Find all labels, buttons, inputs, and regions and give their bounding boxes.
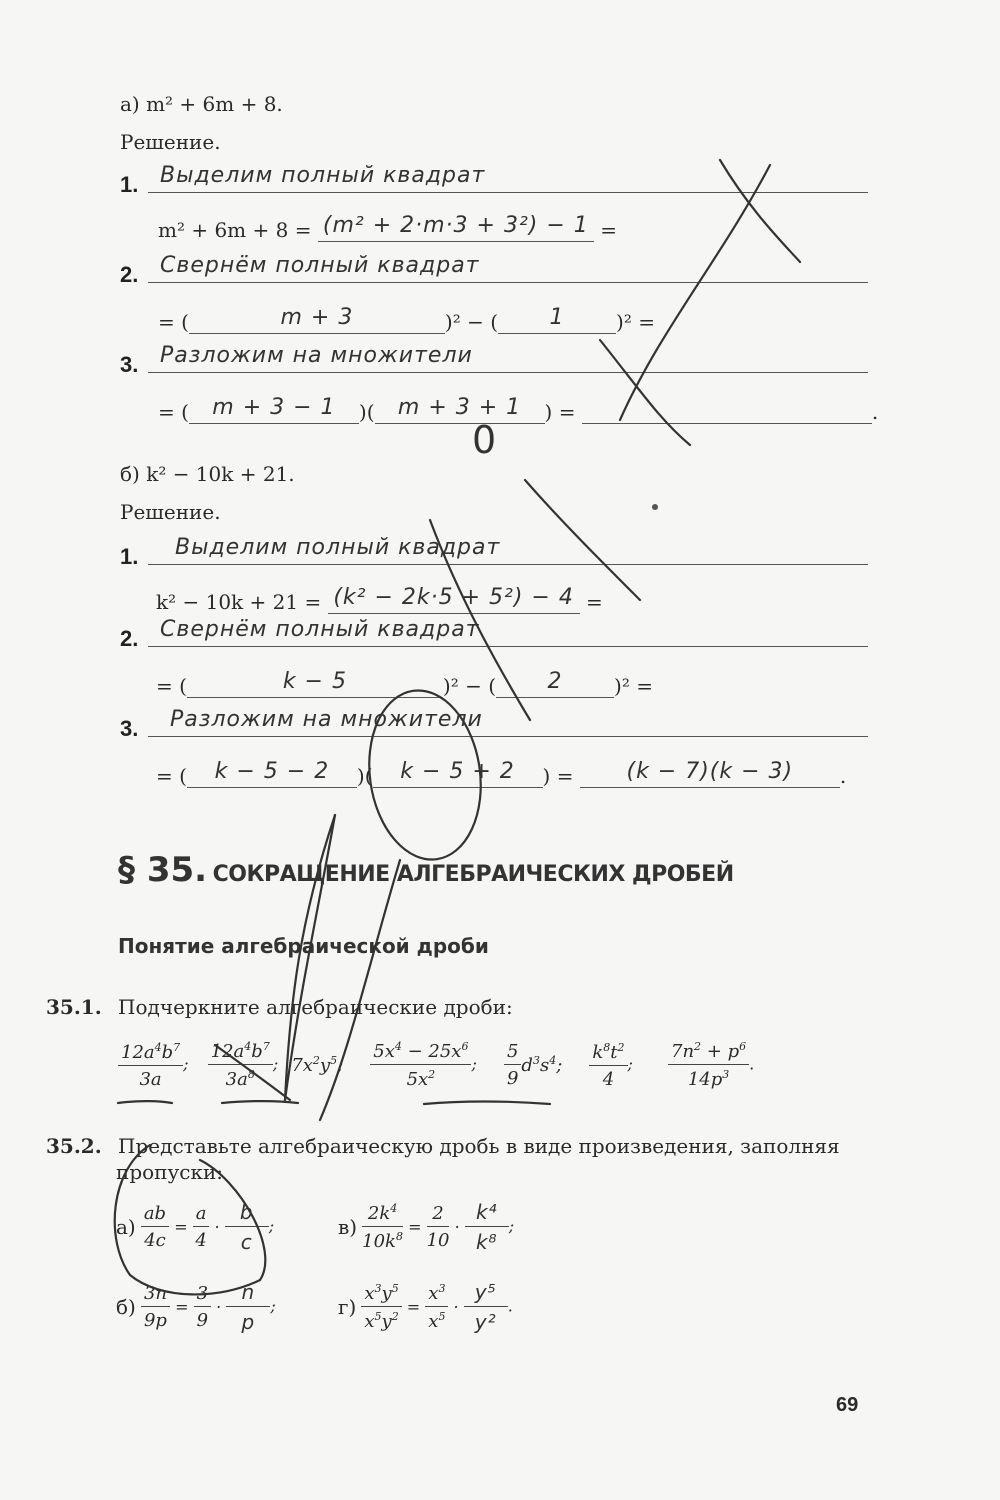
- part-a-expr3-blank2-value: m + 3 + 1: [397, 395, 522, 420]
- part-b-step1-number: 1.: [120, 544, 139, 569]
- part-b-expr3-mid: )(: [356, 764, 373, 788]
- pen-stroke-zigzag: [320, 860, 400, 1120]
- fraction-4[interactable]: $\frac{5x^4 - 25x^6}{5x^2}$: [370, 1040, 471, 1090]
- part-b-expr2-mid: )² − (: [442, 674, 497, 698]
- item-b-answer-den: p: [241, 1310, 256, 1334]
- part-b-expr3-answer: (k − 7)(k − 3): [626, 759, 794, 784]
- part-a-step2-number: 2.: [120, 262, 139, 287]
- exercise-35-1-text: Подчеркните алгебраические дроби:: [118, 995, 513, 1019]
- part-a-expr2-suffix: )² =: [616, 310, 655, 334]
- item-a-given-factor: $\frac{a}{4}$: [193, 1203, 210, 1251]
- part-b-expr1-prefix: k² − 10k + 21 =: [156, 590, 322, 614]
- part-b-expr2-blank1-value: k − 5: [282, 669, 347, 694]
- pen-stroke-check-left: [720, 160, 800, 262]
- part-b-step3-handwriting: Разложим на множители: [170, 707, 483, 732]
- pen-stroke-vertical-1: [285, 815, 335, 1100]
- exercise-35-2-text-line1: Представьте алгебраическую дробь в виде произведения, заполняя: [118, 1134, 840, 1158]
- pen-underline-4: [424, 1101, 550, 1104]
- item-v-fraction: $\frac{2k^4}{10k^8}$: [362, 1202, 403, 1252]
- exercise-35-2-item-g: г) $\frac{x^3y^5}{x^5y^2}$ = $\frac{x^3}{x^5}$ · $\frac{\text{y⁵}}{\text{y²}}$ .: [338, 1280, 513, 1334]
- part-a-label: а) m² + 6m + 8.: [120, 92, 283, 116]
- part-a-expr3-blank1-value: m + 3 − 1: [212, 395, 336, 420]
- fraction-7[interactable]: $\frac{7n^2 + p^6}{14p^3}$: [668, 1040, 749, 1090]
- section-subtitle: Понятие алгебраической дроби: [118, 934, 489, 958]
- part-a-solution-label: Решение.: [120, 130, 221, 154]
- item-g-fraction: $\frac{x^3y^5}{x^5y^2}$: [361, 1282, 401, 1332]
- item-g-answer-num: y⁵: [464, 1280, 508, 1307]
- part-b-expr3-prefix: = (: [156, 764, 187, 788]
- part-b-expr1-answer: (k² − 2k·5 + 5²) − 4: [333, 585, 574, 610]
- item-b-fraction: $\frac{3n}{9p}$: [141, 1283, 170, 1331]
- section-title: СОКРАЩЕНИЕ АЛГЕБРАИЧЕСКИХ ДРОБЕЙ: [212, 862, 734, 887]
- exercise-35-1-number: 35.1.: [46, 995, 102, 1019]
- part-a-step3-number: 3.: [120, 352, 139, 377]
- pen-oval: [356, 683, 492, 867]
- item-b-given-factor: $\frac{3}{9}$: [194, 1283, 211, 1331]
- item-v-label: в): [338, 1215, 358, 1239]
- pen-stroke-cross-subtitle: [215, 1045, 290, 1100]
- exercise-35-2-item-b: б) $\frac{3n}{9p}$ = $\frac{3}{9}$ · $\frac{n}{p}$ ;: [116, 1280, 276, 1334]
- handwritten-grade: 0: [472, 418, 498, 462]
- monomial-3[interactable]: $7x^2y^5$;: [291, 1054, 344, 1076]
- pen-stroke-slash-b: [430, 520, 530, 720]
- page-number: 69: [836, 1394, 859, 1416]
- item-a-answer-den: c: [240, 1230, 253, 1254]
- part-b-label: б) k² − 10k + 21.: [120, 462, 295, 486]
- pen-stroke-diagonal-b: [525, 480, 640, 600]
- fraction-2[interactable]: $\frac{12a^4b^7}{3a^8}$: [208, 1040, 273, 1090]
- pen-stroke-diagonal-a: [600, 340, 690, 445]
- item-g-answer-den: y²: [474, 1310, 497, 1334]
- part-a-expr2-blank2-value: 1: [549, 305, 565, 330]
- part-a-expr1-prefix: m² + 6m + 8 =: [158, 218, 312, 242]
- exercise-35-2-item-a: а) $\frac{ab}{4c}$ = $\frac{a}{4}$ · $\frac{b}{c}$ ;: [116, 1200, 275, 1254]
- item-v-answer-num: k⁴: [465, 1200, 509, 1227]
- part-a-expr1-answer: (m² + 2·m·3 + 3²) − 1: [322, 213, 589, 238]
- fraction-5-variables: $d^3s^4$;: [521, 1054, 563, 1076]
- part-a-step1-handwriting: Выделим полный квадрат: [160, 163, 486, 188]
- item-b-answer-num: n: [226, 1280, 270, 1307]
- fraction-1[interactable]: $\frac{12a^4b^7}{3a}$: [118, 1041, 183, 1090]
- part-b-expr3-blank1-value: k − 5 − 2: [214, 759, 330, 784]
- part-b-expr2-prefix: = (: [156, 674, 187, 698]
- part-a-expr2-mid: )² − (: [444, 310, 499, 334]
- part-a-expr1-suffix: =: [600, 218, 617, 242]
- exercise-35-2-text-line2: пропуски:: [116, 1160, 224, 1184]
- part-b-expr2-blank2-value: 2: [547, 669, 563, 694]
- fraction-6[interactable]: $\frac{k^8t^2}{4}$: [589, 1041, 627, 1090]
- item-g-given-factor: $\frac{x^3}{x^5}$: [425, 1282, 448, 1332]
- pen-underline-1: [118, 1101, 172, 1103]
- item-a-answer-num: b: [225, 1200, 269, 1227]
- part-a-expr3-suffix: ) =: [544, 400, 576, 424]
- exercise-35-1-fractions: $\frac{12a^4b^7}{3a}$ ; $\frac{12a^4b^7}{3a^8}$ ; $7x^2y^5$; $\frac{5x^4 - 25x^6}{5x^2}$ ; $\frac{5}{9}$ $d^3s^4$; $\frac{k^8t^2}{4}$ ; $\frac{7n^2 + p^6}{14p^3}$ .: [118, 1040, 754, 1090]
- item-b-label: б): [116, 1295, 136, 1319]
- part-a-expr3-mid: )(: [358, 400, 375, 424]
- part-b-step3-number: 3.: [120, 716, 139, 741]
- pen-loop-35-2: [115, 1145, 266, 1294]
- item-v-given-factor: $\frac{2}{10}$: [426, 1203, 450, 1251]
- pen-dot: [652, 504, 658, 510]
- part-a-expr3-end: .: [871, 400, 879, 424]
- item-a-label: а): [116, 1215, 136, 1239]
- part-b-step1-handwriting: Выделим полный квадрат: [175, 535, 501, 560]
- part-b-expr3-suffix: ) =: [542, 764, 574, 788]
- item-a-fraction: $\frac{ab}{4c}$: [141, 1203, 169, 1251]
- item-g-label: г): [338, 1295, 357, 1319]
- part-a-step1-number: 1.: [120, 172, 139, 197]
- part-b-solution-label: Решение.: [120, 500, 221, 524]
- part-b-expr3-blank2-value: k − 5 + 2: [400, 759, 515, 784]
- exercise-35-2-item-v: в) $\frac{2k^4}{10k^8}$ = $\frac{2}{10}$ · $\frac{\text{k⁴}}{\text{k⁸}}$ ;: [338, 1200, 515, 1254]
- part-b-expr1-suffix: =: [585, 590, 603, 614]
- part-a-step2-handwriting: Свернём полный квадрат: [160, 253, 480, 278]
- exercise-35-2-number: 35.2.: [46, 1134, 102, 1158]
- part-a-expr2-blank1-value: m + 3: [280, 305, 354, 330]
- part-a-step3-handwriting: Разложим на множители: [160, 343, 473, 368]
- part-a-expr2-prefix: = (: [158, 310, 189, 334]
- part-b-expr2-suffix: )² =: [614, 674, 653, 698]
- fraction-5-coefficient[interactable]: $\frac{5}{9}$: [504, 1041, 521, 1089]
- part-a-expr3-prefix: = (: [158, 400, 189, 424]
- pen-underline-2: [222, 1101, 298, 1103]
- item-v-answer-den: k⁸: [475, 1230, 498, 1254]
- part-b-step2-handwriting: Свернём полный квадрат: [160, 617, 480, 642]
- part-b-step2-number: 2.: [120, 626, 139, 651]
- pen-stroke-check-right: [620, 165, 770, 420]
- section-number: § 35.: [118, 850, 208, 890]
- part-b-expr3-end: .: [839, 764, 847, 788]
